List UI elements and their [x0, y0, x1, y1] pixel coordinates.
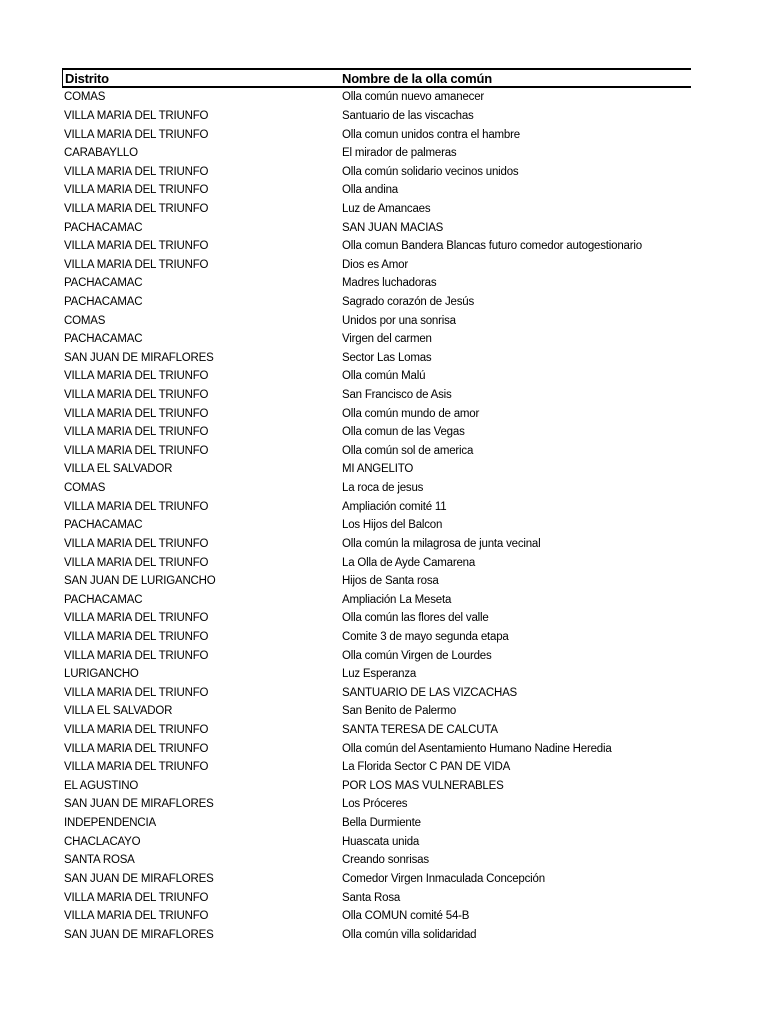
cell-distrito: COMAS	[64, 482, 106, 495]
cell-nombre-olla: Olla común nuevo amanecer	[342, 91, 485, 104]
cell-nombre-olla: Olla común sol de america	[342, 444, 474, 457]
table-row	[62, 702, 691, 721]
table-row	[62, 311, 691, 330]
cell-distrito: SAN JUAN DE MIRAFLORES	[64, 798, 214, 811]
cell-nombre-olla: Santuario de las viscachas	[342, 109, 474, 122]
table-row	[62, 386, 691, 405]
cell-nombre-olla: Creando sonrisas	[342, 854, 429, 867]
table-row	[62, 851, 691, 870]
cell-distrito: INDEPENDENCIA	[64, 817, 156, 830]
cell-distrito: VILLA MARIA DEL TRIUNFO	[64, 537, 209, 550]
cell-distrito: SANTA ROSA	[64, 854, 135, 867]
cell-distrito: LURIGANCHO	[64, 668, 139, 681]
cell-nombre-olla: MI ANGELITO	[342, 463, 414, 476]
cell-nombre-olla: Olla comun de las Vegas	[342, 426, 465, 439]
cell-distrito: VILLA MARIA DEL TRIUNFO	[64, 444, 209, 457]
cell-distrito: VILLA MARIA DEL TRIUNFO	[64, 742, 209, 755]
cell-nombre-olla: Bella Durmiente	[342, 817, 421, 830]
table-row	[62, 293, 691, 312]
cell-distrito: VILLA MARIA DEL TRIUNFO	[64, 202, 209, 215]
cell-distrito: VILLA MARIA DEL TRIUNFO	[64, 910, 209, 923]
cell-distrito: SAN JUAN DE MIRAFLORES	[64, 351, 214, 364]
table-header-row	[62, 68, 691, 88]
cell-nombre-olla: Ampliación La Meseta	[342, 593, 452, 606]
cell-nombre-olla: Olla comun Bandera Blancas futuro comedor autogestionario	[342, 240, 642, 253]
table-row	[62, 572, 691, 591]
cell-nombre-olla: La Florida Sector C PAN DE VIDA	[342, 761, 511, 774]
cell-distrito: PACHACAMAC	[64, 277, 143, 290]
cell-nombre-olla: Luz Esperanza	[342, 668, 417, 681]
cell-nombre-olla: Los Hijos del Balcon	[342, 519, 443, 532]
header-distrito: Distrito	[62, 70, 342, 86]
table-row	[62, 330, 691, 349]
table-row	[62, 404, 691, 423]
cell-nombre-olla: Olla común la milagrosa de junta vecinal	[342, 537, 541, 550]
cell-nombre-olla: Virgen del carmen	[342, 333, 432, 346]
table-row	[62, 684, 691, 703]
cell-distrito: SAN JUAN DE MIRAFLORES	[64, 872, 214, 885]
cell-distrito: VILLA MARIA DEL TRIUNFO	[64, 128, 209, 141]
table-row	[62, 497, 691, 516]
table-row	[62, 553, 691, 572]
spreadsheet-table	[62, 68, 691, 944]
table-row	[62, 832, 691, 851]
cell-nombre-olla: Olla común mundo de amor	[342, 407, 480, 420]
table-row	[62, 795, 691, 814]
cell-distrito: PACHACAMAC	[64, 333, 143, 346]
cell-nombre-olla: Hijos de Santa rosa	[342, 575, 439, 588]
cell-distrito: VILLA MARIA DEL TRIUNFO	[64, 761, 209, 774]
cell-nombre-olla: Madres luchadoras	[342, 277, 437, 290]
table-row	[62, 646, 691, 665]
cell-nombre-olla: El mirador de palmeras	[342, 147, 457, 160]
table-row	[62, 479, 691, 498]
cell-nombre-olla: Olla COMÚN comité 54-B	[342, 910, 470, 923]
cell-distrito: PACHACAMAC	[64, 296, 143, 308]
table-row	[62, 274, 691, 293]
cell-distrito: VILLA MARIA DEL TRIUNFO	[64, 630, 209, 643]
table-row	[62, 200, 691, 219]
cell-nombre-olla: Santa Rosa	[342, 891, 401, 904]
cell-nombre-olla: Olla común las flores del valle	[342, 612, 489, 625]
cell-nombre-olla: Comite 3 de mayo segunda etapa	[342, 630, 509, 643]
table-row	[62, 218, 691, 237]
cell-distrito: VILLA MARIA DEL TRIUNFO	[64, 649, 209, 662]
cell-nombre-olla: Sector Las Lomas	[342, 351, 432, 364]
table-row	[62, 125, 691, 144]
table-row	[62, 535, 691, 554]
table-row	[62, 237, 691, 256]
cell-distrito: VILLA MARIA DEL TRIUNFO	[64, 184, 209, 197]
cell-distrito: VILLA MARIA DEL TRIUNFO	[64, 686, 209, 699]
table-row	[62, 628, 691, 647]
cell-distrito: VILLA MARIA DEL TRIUNFO	[64, 109, 209, 122]
cell-distrito: VILLA MARIA DEL TRIUNFO	[64, 426, 209, 439]
cell-nombre-olla: Olla común villa solidaridad	[342, 928, 477, 941]
table-row	[62, 907, 691, 926]
table-row	[62, 88, 691, 107]
table-row	[62, 721, 691, 740]
cell-distrito: VILLA MARIA DEL TRIUNFO	[64, 612, 209, 625]
cell-nombre-olla: Olla andina	[342, 184, 398, 197]
cell-nombre-olla: Dios es Amor	[342, 258, 408, 271]
table-row	[62, 144, 691, 163]
table-row	[62, 423, 691, 442]
table-body	[62, 88, 691, 944]
cell-nombre-olla: Huascata unida	[342, 835, 420, 848]
cell-nombre-olla: Los Próceres	[342, 798, 408, 811]
table-row	[62, 255, 691, 274]
cell-distrito: COMAS	[64, 314, 106, 327]
cell-distrito: VILLA MARIA DEL TRIUNFO	[64, 891, 209, 904]
cell-nombre-olla: Comedor Virgen Inmaculada Concepción	[342, 872, 545, 885]
cell-distrito: PACHACAMAC	[64, 221, 143, 234]
header-nombre-olla: Nombre de la olla común	[342, 70, 492, 86]
cell-distrito: PACHACAMAC	[64, 593, 143, 606]
cell-nombre-olla: Ampliación comité 11	[342, 500, 447, 513]
cell-nombre-olla: Luz de Amancaes	[342, 202, 431, 215]
table-row	[62, 162, 691, 181]
cell-distrito: VILLA MARIA DEL TRIUNFO	[64, 165, 209, 178]
table-row	[62, 349, 691, 368]
cell-distrito: VILLA MARIA DEL TRIUNFO	[64, 500, 209, 513]
cell-nombre-olla: Olla comun unidos contra el hambre	[342, 128, 520, 141]
cell-nombre-olla: Olla común Malú	[342, 370, 426, 383]
table-row	[62, 181, 691, 200]
table-row	[62, 758, 691, 777]
cell-nombre-olla: La Olla de Ayde Camarena	[342, 556, 476, 569]
table-row	[62, 460, 691, 479]
cell-nombre-olla: San Francisco de Asis	[342, 389, 452, 402]
cell-nombre-olla: POR LOS MÁS VULNERABLES	[342, 779, 504, 792]
cell-distrito: VILLA MARIA DEL TRIUNFO	[64, 556, 209, 569]
cell-distrito: VILLA MARIA DEL TRIUNFO	[64, 370, 209, 383]
table-row	[62, 888, 691, 907]
cell-nombre-olla: SAN JUAN MACIAS	[342, 221, 444, 234]
cell-nombre-olla: Unidos por una sonrisa	[342, 314, 456, 327]
cell-nombre-olla: Olla común del Asentamiento Humano Nadine Heredia	[342, 742, 612, 755]
table-row	[62, 814, 691, 833]
table-row	[62, 870, 691, 889]
cell-distrito: PACHACAMAC	[64, 519, 143, 532]
table-row	[62, 777, 691, 796]
table-row	[62, 665, 691, 684]
cell-distrito: COMAS	[64, 91, 106, 104]
cell-distrito: VILLA MARIA DEL TRIUNFO	[64, 407, 209, 420]
cell-nombre-olla: Olla común solidario vecinos unidos	[342, 165, 519, 178]
cell-distrito: CARABAYLLO	[64, 147, 138, 160]
cell-nombre-olla: Sagrado corazón de Jesús	[342, 296, 475, 308]
cell-distrito: SAN JUAN DE LURIGANCHO	[64, 575, 216, 588]
cell-nombre-olla: SANTA TERESA DE CALCUTA	[342, 724, 498, 737]
cell-nombre-olla: La roca de jesus	[342, 482, 424, 495]
table-row	[62, 590, 691, 609]
cell-distrito: CHACLACAYO	[64, 835, 141, 848]
cell-distrito: VILLA MARIA DEL TRIUNFO	[64, 389, 209, 402]
table-row	[62, 107, 691, 126]
table-row	[62, 609, 691, 628]
cell-distrito: VILLA MARIA DEL TRIUNFO	[64, 258, 209, 271]
table-row	[62, 367, 691, 386]
cell-distrito: SAN JUAN DE MIRAFLORES	[64, 928, 214, 941]
cell-nombre-olla: Olla común Virgen de Lourdes	[342, 649, 492, 662]
table-row	[62, 925, 691, 944]
cell-distrito: VILLA EL SALVADOR	[64, 705, 173, 718]
cell-nombre-olla: SANTUARIO DE LAS VIZCACHAS	[342, 686, 518, 699]
table-row	[62, 739, 691, 758]
cell-distrito: EL AGUSTINO	[64, 779, 139, 792]
table-row	[62, 516, 691, 535]
cell-distrito: VILLA MARIA DEL TRIUNFO	[64, 240, 209, 253]
cell-nombre-olla: San Benito de Palermo	[342, 705, 457, 718]
table-row	[62, 442, 691, 461]
cell-distrito: VILLA MARIA DEL TRIUNFO	[64, 724, 209, 737]
cell-distrito: VILLA EL SALVADOR	[64, 463, 173, 476]
